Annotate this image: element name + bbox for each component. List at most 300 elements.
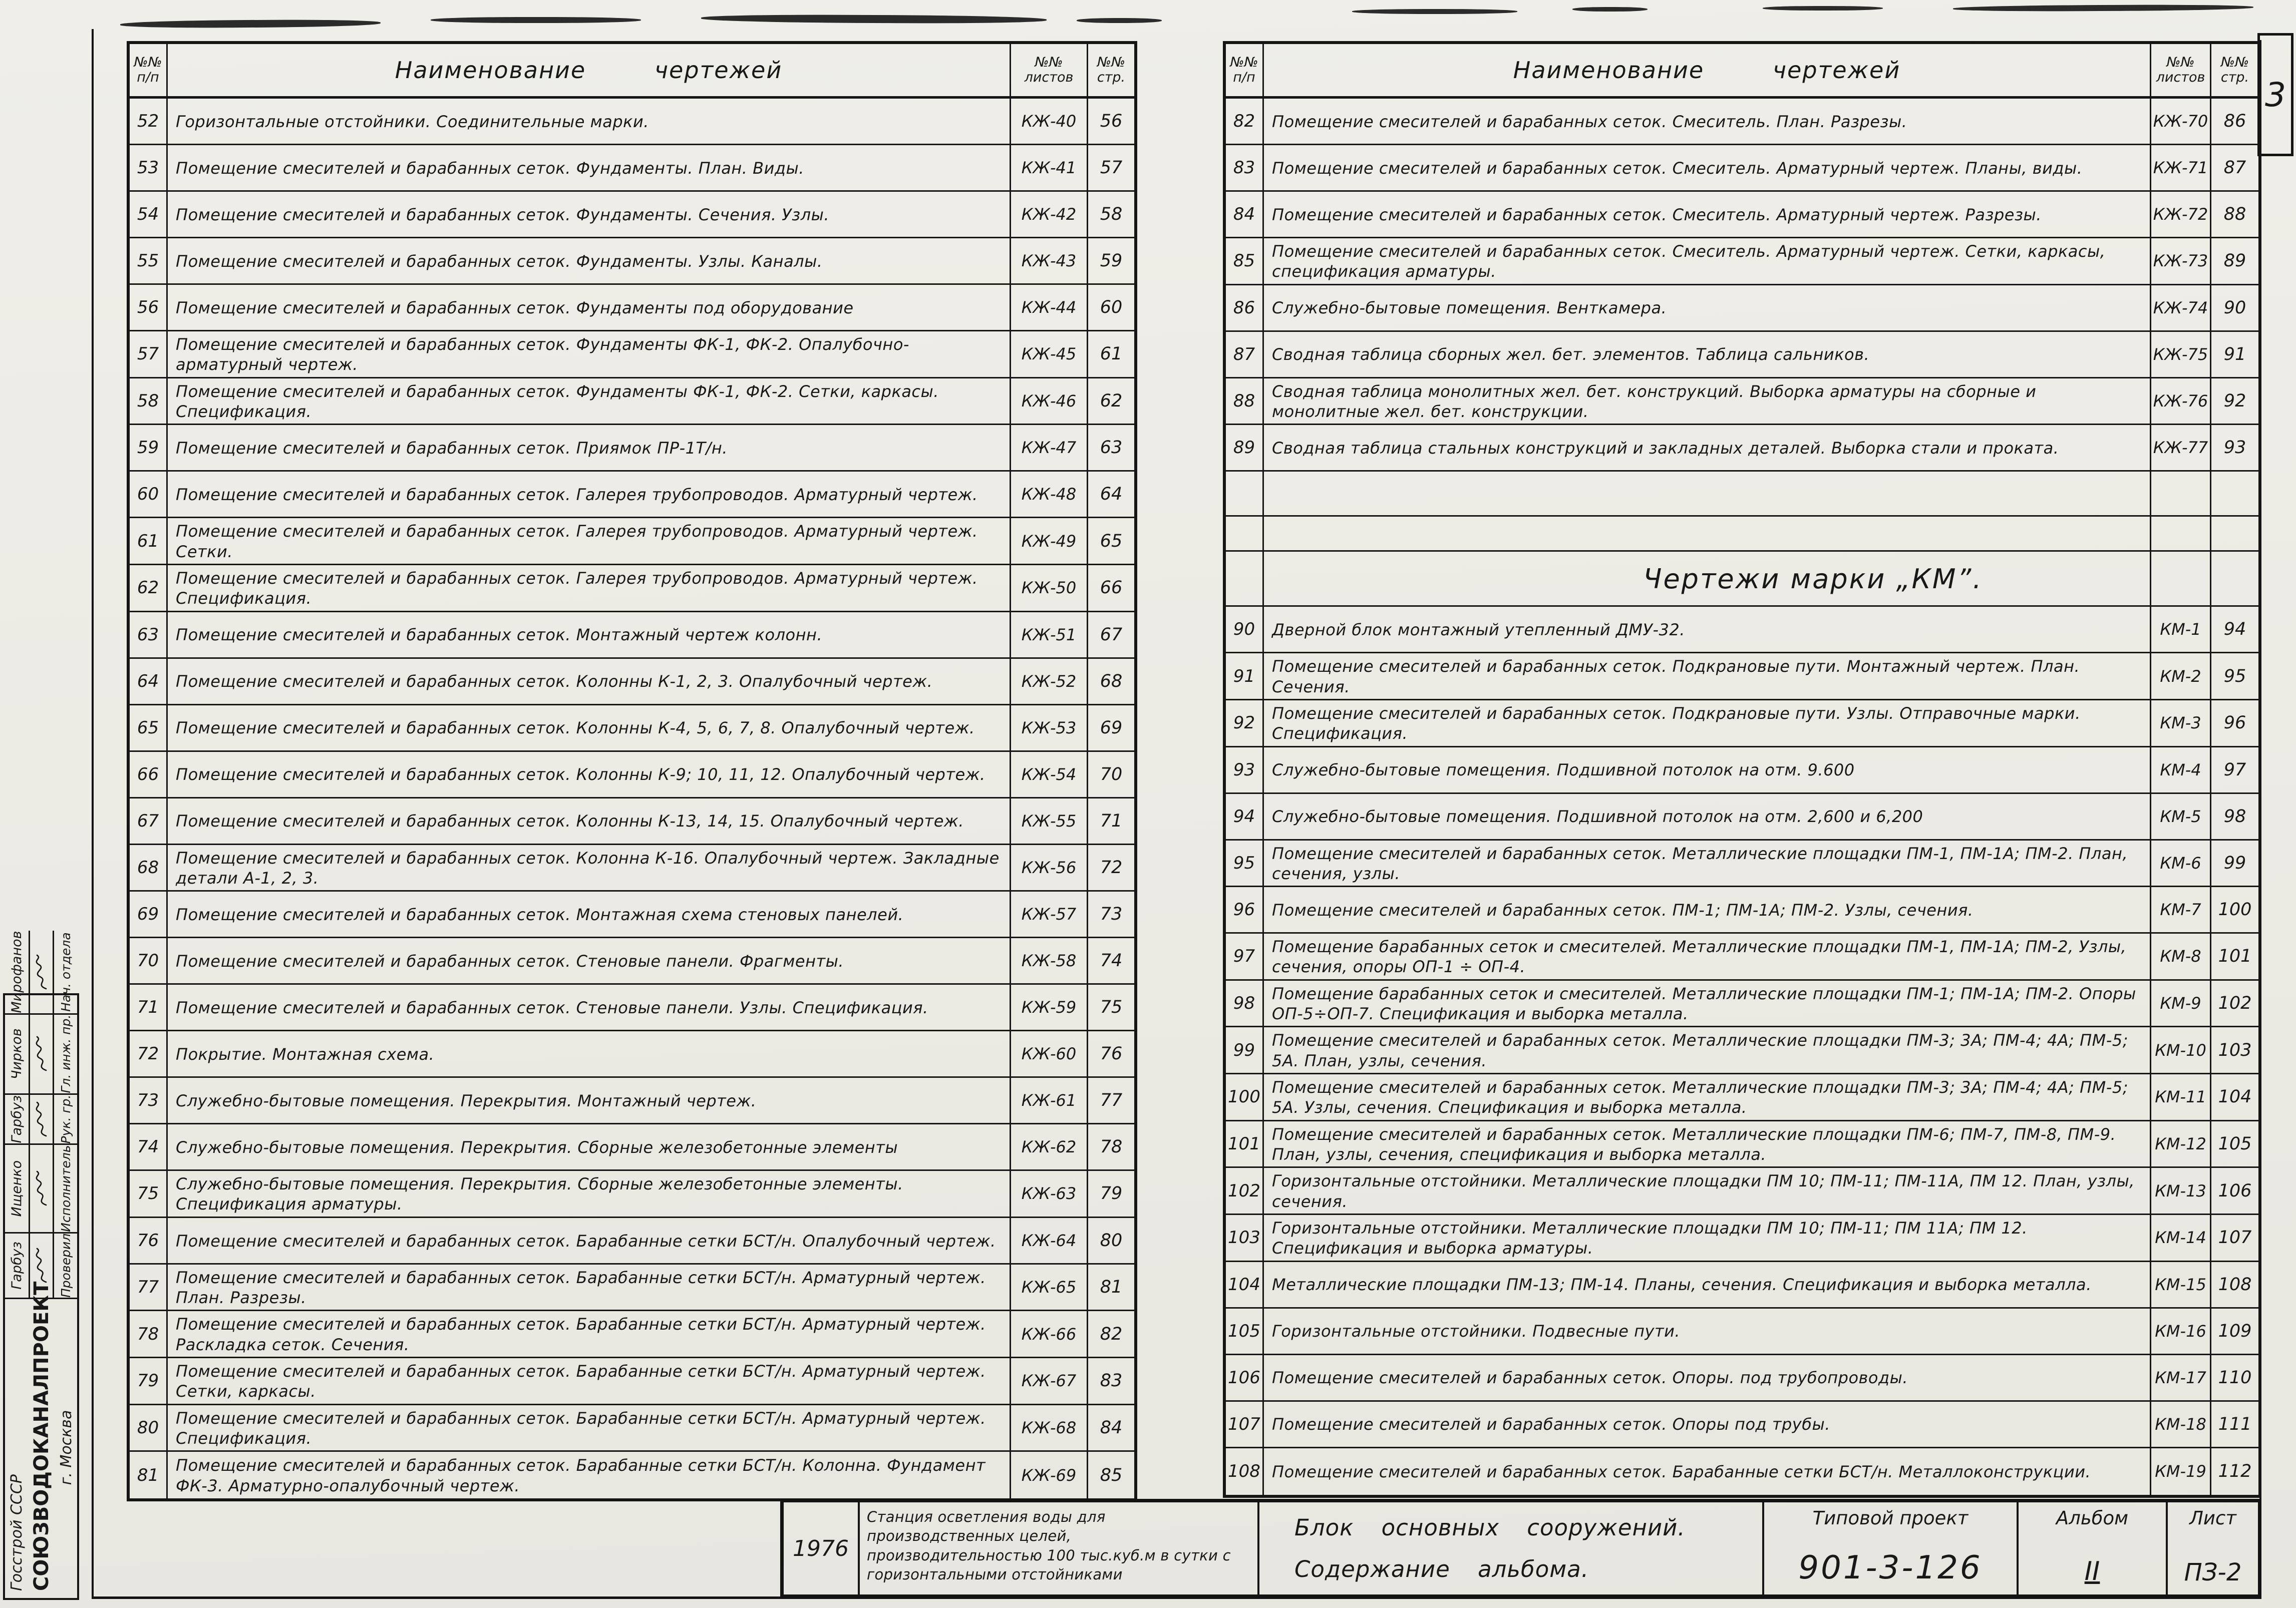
sheet-code: КЖ-49 bbox=[1011, 518, 1088, 564]
project-number-cell bbox=[1764, 1502, 2019, 1594]
row-number: 55 bbox=[130, 238, 168, 283]
table-row bbox=[1226, 1448, 2258, 1495]
table-row bbox=[130, 892, 1134, 938]
row-number: 69 bbox=[130, 892, 168, 937]
row-number: 60 bbox=[130, 472, 168, 517]
drawing-name: Служебно-бытовые помещения. Венткамера. bbox=[1264, 285, 2151, 330]
table-row bbox=[1226, 99, 2258, 145]
table-row bbox=[1226, 1355, 2258, 1402]
drawing-name: Горизонтальные отстойники. Подвесные пути. bbox=[1264, 1309, 2151, 1354]
row-number: 65 bbox=[130, 705, 168, 750]
sheet-code: КЖ-58 bbox=[1011, 938, 1088, 983]
table-row bbox=[130, 99, 1134, 145]
page-number: 67 bbox=[1100, 624, 1123, 645]
signature-scribble bbox=[30, 1095, 54, 1144]
page-number: 84 bbox=[1100, 1417, 1123, 1438]
row-number bbox=[1226, 472, 1264, 515]
page-number: 60 bbox=[1100, 297, 1123, 317]
drawing-name: Помещение смесителей и барабанных сеток. Стеновые панели. Узлы. Спецификация. bbox=[168, 985, 1011, 1030]
drawing-name: Помещение барабанных сеток и смесителей. Металлические площадки ПМ-1, ПМ-1А; ПМ-2, Узлы, сечения, опоры ОП-1 ÷ ОП-4. bbox=[1264, 934, 2151, 979]
row-number: 96 bbox=[1226, 887, 1264, 932]
row-number: 91 bbox=[1226, 653, 1264, 699]
sheet-code: КМ-4 bbox=[2151, 747, 2211, 792]
project-number: 901-3-126 bbox=[1798, 1549, 1983, 1586]
sheet-number-cell bbox=[2168, 1502, 2258, 1594]
scan-artifact bbox=[1077, 18, 1162, 23]
sheet-code: КМ-10 bbox=[2151, 1027, 2211, 1073]
table-body-right bbox=[1226, 99, 2258, 1495]
page-number: 77 bbox=[1100, 1090, 1123, 1111]
page-number: 88 bbox=[2223, 204, 2246, 224]
person-name: Гарбуз bbox=[5, 1234, 30, 1298]
table-row bbox=[130, 845, 1134, 892]
sheet-code: КМ-19 bbox=[2151, 1448, 2211, 1495]
sheet-code: КМ-3 bbox=[2151, 700, 2211, 746]
page-number: 102 bbox=[2218, 993, 2252, 1014]
page-number: 92 bbox=[2223, 390, 2246, 411]
page-number: 75 bbox=[1100, 997, 1123, 1018]
table-row bbox=[130, 378, 1134, 426]
table-row bbox=[1226, 747, 2258, 794]
row-number: 71 bbox=[130, 985, 168, 1030]
approval-entry bbox=[5, 931, 77, 1013]
page-number: 105 bbox=[2218, 1133, 2252, 1154]
drawing-name: Помещение смесителей и барабанных сеток. Подкрановые пути. Узлы. Отправочные марки. Спецификация. bbox=[1264, 700, 2151, 746]
row-number: 94 bbox=[1226, 794, 1264, 839]
sheet-code: КЖ-62 bbox=[1011, 1124, 1088, 1169]
page-number: 94 bbox=[2223, 619, 2246, 640]
drawing-name: Помещение смесителей и барабанных сеток. Опоры под трубы. bbox=[1264, 1402, 2151, 1447]
sheet-code: КЖ-65 bbox=[1011, 1265, 1088, 1310]
sheet-code: КЖ-45 bbox=[1011, 331, 1088, 377]
row-number: 54 bbox=[130, 192, 168, 237]
sheet-code: КЖ-47 bbox=[1011, 425, 1088, 470]
table-row bbox=[1226, 887, 2258, 934]
person-name: Ищенко bbox=[5, 1145, 30, 1232]
drawing-name: Помещение смесителей и барабанных сеток. Галерея трубопроводов. Арматурный чертеж. Спецификация. bbox=[168, 565, 1011, 611]
signature-icon bbox=[33, 1170, 50, 1207]
drawing-name: Помещение смесителей и барабанных сеток. Смеситель. Арматурный чертеж. Сетки, каркасы, спецификация арматуры. bbox=[1264, 238, 2151, 284]
sheet-code: КЖ-75 bbox=[2151, 332, 2211, 377]
sheet-code: КЖ-76 bbox=[2151, 378, 2211, 424]
drawing-name: Горизонтальные отстойники. Соединительные марки. bbox=[168, 99, 1011, 144]
drawing-name: Помещение смесителей и барабанных сеток. Галерея трубопроводов. Арматурный чертеж. bbox=[168, 472, 1011, 517]
drawing-name: Помещение смесителей и барабанных сеток. ПМ-1; ПМ-1А; ПМ-2. Узлы, сечения. bbox=[1264, 887, 2151, 932]
project-description: Станция осветления воды для производственных целей, производительностью 100 тыс.куб.м в сутки с горизонтальными отстойниками bbox=[860, 1502, 1259, 1594]
drawing-name: Помещение смесителей и барабанных сеток. Монтажный чертеж колонн. bbox=[168, 612, 1011, 657]
drawing-name: Помещение смесителей и барабанных сеток. Монтажная схема стеновых панелей. bbox=[168, 892, 1011, 937]
page-number: 58 bbox=[1100, 204, 1123, 224]
drawing-name: Помещение смесителей и барабанных сеток. Смеситель. Арматурный чертеж. Планы, виды. bbox=[1264, 145, 2151, 190]
drawing-name: Помещение смесителей и барабанных сеток. Барабанные сетки БСТ/н. Арматурный чертеж. Спецификация. bbox=[168, 1405, 1011, 1451]
sheet-code: КМ-16 bbox=[2151, 1309, 2211, 1354]
drawing-name: Помещение смесителей и барабанных сеток. Барабанные сетки БСТ/н. Арматурный чертеж. Сетки, каркасы. bbox=[168, 1358, 1011, 1404]
sheet-code: КМ-8 bbox=[2151, 934, 2211, 979]
page-number: 95 bbox=[2223, 666, 2246, 686]
page-number bbox=[2211, 552, 2258, 605]
drawing-name: Горизонтальные отстойники. Металлические площадки ПМ 10; ПМ-11; ПМ 11А; ПМ 12. Спецификация и выборка арматуры. bbox=[1264, 1215, 2151, 1261]
drawing-name: Помещение смесителей и барабанных сеток. Смеситель. План. Разрезы. bbox=[1264, 99, 2151, 144]
page-number: 63 bbox=[1100, 438, 1123, 458]
row-number: 57 bbox=[130, 331, 168, 377]
sheet-code bbox=[2151, 552, 2211, 605]
table-row bbox=[1226, 981, 2258, 1028]
signature-icon bbox=[33, 1247, 50, 1284]
row-number: 81 bbox=[130, 1452, 168, 1498]
row-number: 104 bbox=[1226, 1262, 1264, 1307]
drawing-name: Помещение смесителей и барабанных сеток. Опоры. под трубопроводы. bbox=[1264, 1355, 2151, 1400]
sheet-code: КМ-6 bbox=[2151, 841, 2211, 886]
page-number bbox=[2211, 517, 2258, 550]
sheet-number: ПЗ-2 bbox=[2184, 1558, 2242, 1586]
row-number: 83 bbox=[1226, 145, 1264, 190]
drawing-name: Помещение смесителей и барабанных сеток. Фундаменты ФК-1, ФК-2. Опалубочно-арматурный чертеж. bbox=[168, 331, 1011, 377]
drawing-name: Помещение смесителей и барабанных сеток. Колонны К-1, 2, 3. Опалубочный чертеж. bbox=[168, 659, 1011, 704]
sheet-code: КЖ-64 bbox=[1011, 1218, 1088, 1263]
table-row bbox=[1226, 425, 2258, 472]
sheet-code: КЖ-52 bbox=[1011, 659, 1088, 704]
page-number: 73 bbox=[1100, 904, 1123, 925]
drawing-name: Помещение смесителей и барабанных сеток. Барабанные сетки БСТ/н. Металлоконструкции. bbox=[1264, 1448, 2151, 1495]
sheet-code: КМ-18 bbox=[2151, 1402, 2211, 1447]
table-row bbox=[130, 798, 1134, 845]
row-number bbox=[1226, 552, 1264, 605]
sheet-code: КЖ-59 bbox=[1011, 985, 1088, 1030]
album-label: Альбом bbox=[2056, 1507, 2129, 1529]
table-header-left bbox=[130, 44, 1134, 99]
drawing-name: Помещение смесителей и барабанных сеток. Подкрановые пути. Монтажный чертеж. План. Сечения. bbox=[1264, 653, 2151, 699]
drawing-name: Помещение барабанных сеток и смесителей. Металлические площадки ПМ-1; ПМ-1А; ПМ-2. Опоры ОП-5÷ОП-7. Спецификация и выборка металла. bbox=[1264, 981, 2151, 1026]
sheet-code bbox=[2151, 472, 2211, 515]
sheet-code: КЖ-43 bbox=[1011, 238, 1088, 283]
header-row-number: №№ п/п bbox=[1226, 44, 1264, 96]
row-number: 101 bbox=[1226, 1121, 1264, 1167]
table-row bbox=[1226, 1215, 2258, 1262]
table-row bbox=[130, 1078, 1134, 1124]
page-number: 98 bbox=[2223, 806, 2246, 827]
org-department: Госстрой СССР bbox=[8, 1474, 26, 1591]
table-row bbox=[1226, 238, 2258, 285]
approval-entry bbox=[5, 1093, 77, 1144]
drawing-name: Помещение смесителей и барабанных сеток. Барабанные сетки БСТ/н. Арматурный чертеж. План. Разрезы. bbox=[168, 1265, 1011, 1310]
drawing-name: Помещение смесителей и барабанных сеток. Колонны К-9; 10, 11, 12. Опалубочный чертеж. bbox=[168, 752, 1011, 797]
page-number: 90 bbox=[2223, 297, 2246, 318]
table-row bbox=[1226, 794, 2258, 841]
sheet-code: КЖ-51 bbox=[1011, 612, 1088, 657]
row-number: 72 bbox=[130, 1031, 168, 1076]
person-name: Гарбуз bbox=[5, 1095, 30, 1144]
sheet-code bbox=[2151, 517, 2211, 550]
sheet-code: КМ-13 bbox=[2151, 1168, 2211, 1214]
page-number: 69 bbox=[1100, 717, 1123, 738]
drawing-name: Служебно-бытовые помещения. Перекрытия. Сборные железобетонные элементы. Спецификация арматуры. bbox=[168, 1171, 1011, 1217]
row-number: 70 bbox=[130, 938, 168, 983]
row-number: 58 bbox=[130, 378, 168, 424]
page-number: 81 bbox=[1100, 1277, 1123, 1298]
drawing-name: Помещение смесителей и барабанных сеток. Фундаменты. План. Виды. bbox=[168, 145, 1011, 190]
person-role: Проверил bbox=[58, 1233, 73, 1298]
page-corner-number bbox=[2257, 33, 2293, 156]
table-row bbox=[130, 705, 1134, 752]
sheet-code: КЖ-66 bbox=[1011, 1311, 1088, 1357]
title-block bbox=[780, 1499, 2261, 1598]
row-number: 102 bbox=[1226, 1168, 1264, 1214]
row-number: 77 bbox=[130, 1265, 168, 1310]
drawing-name bbox=[1264, 517, 2151, 550]
person-role: Исполнитель bbox=[58, 1145, 73, 1232]
row-number: 84 bbox=[1226, 192, 1264, 237]
table-row bbox=[130, 659, 1134, 705]
page-number: 104 bbox=[2218, 1087, 2252, 1107]
table-row bbox=[1226, 192, 2258, 238]
table-row bbox=[1226, 1402, 2258, 1448]
sheet-code: КЖ-55 bbox=[1011, 798, 1088, 844]
drawing-name: Помещение смесителей и барабанных сеток. Барабанные сетки БСТ/н. Опалубочный чертеж. bbox=[168, 1218, 1011, 1263]
person-name: Чирков bbox=[5, 1015, 30, 1093]
row-number: 87 bbox=[1226, 332, 1264, 377]
table-row bbox=[130, 1124, 1134, 1171]
row-number: 93 bbox=[1226, 747, 1264, 792]
row-number: 82 bbox=[1226, 99, 1264, 144]
sheet-code: КЖ-63 bbox=[1011, 1171, 1088, 1217]
frame-left-line bbox=[92, 29, 94, 1599]
page-number: 101 bbox=[2218, 946, 2252, 967]
page-number: 100 bbox=[2218, 900, 2252, 920]
album-number-cell bbox=[2019, 1502, 2168, 1594]
row-number: 56 bbox=[130, 285, 168, 330]
signature-scribble bbox=[30, 1145, 54, 1232]
page-number: 82 bbox=[1100, 1324, 1123, 1344]
table-row bbox=[130, 145, 1134, 192]
drawing-name: Металлические площадки ПМ-13; ПМ-14. Планы, сечения. Спецификация и выборка металла. bbox=[1264, 1262, 2151, 1307]
page-number: 93 bbox=[2223, 438, 2246, 458]
drawing-name: Помещение смесителей и барабанных сеток. Приямок ПР-1Т/н. bbox=[168, 425, 1011, 470]
scan-artifact bbox=[1953, 4, 2253, 12]
signature-icon bbox=[33, 954, 50, 991]
row-number: 62 bbox=[130, 565, 168, 611]
scan-artifact bbox=[431, 17, 641, 23]
page-number: 74 bbox=[1100, 951, 1123, 971]
table-row bbox=[1226, 552, 2258, 607]
scan-artifact bbox=[1572, 7, 1648, 12]
sheet-code: КЖ-70 bbox=[2151, 99, 2211, 144]
sheet-code: КЖ-69 bbox=[1011, 1452, 1088, 1498]
row-number: 52 bbox=[130, 99, 168, 144]
sheet-code: КЖ-57 bbox=[1011, 892, 1088, 937]
sheet-code: КЖ-61 bbox=[1011, 1078, 1088, 1123]
row-number: 79 bbox=[130, 1358, 168, 1404]
sheet-code: КМ-9 bbox=[2151, 981, 2211, 1026]
page-number: 103 bbox=[2218, 1040, 2252, 1060]
signature-scribble bbox=[30, 1015, 54, 1093]
drawing-name: Дверной блок монтажный утепленный ДМУ-32. bbox=[1264, 607, 2151, 652]
page-number: 99 bbox=[2223, 853, 2246, 873]
drawing-name: Служебно-бытовые помещения. Подшивной потолок на отм. 9.600 bbox=[1264, 747, 2151, 792]
sheet-code: КЖ-41 bbox=[1011, 145, 1088, 190]
sheet-label: Лист bbox=[2189, 1507, 2236, 1529]
page-number: 109 bbox=[2218, 1321, 2252, 1341]
row-number: 67 bbox=[130, 798, 168, 844]
row-number: 107 bbox=[1226, 1402, 1264, 1447]
row-number: 97 bbox=[1226, 934, 1264, 979]
sheet-code: КЖ-46 bbox=[1011, 378, 1088, 424]
page-number: 111 bbox=[2218, 1414, 2252, 1434]
table-row bbox=[130, 1358, 1134, 1405]
table-row bbox=[130, 1031, 1134, 1078]
sheet-code: КМ-2 bbox=[2151, 653, 2211, 699]
sheet-code: КЖ-56 bbox=[1011, 845, 1088, 891]
row-number: 89 bbox=[1226, 425, 1264, 470]
table-row bbox=[130, 1171, 1134, 1218]
project-label: Типовой проект bbox=[1812, 1507, 1969, 1529]
page-number: 59 bbox=[1100, 251, 1123, 271]
page-number: 107 bbox=[2218, 1228, 2252, 1248]
row-number: 92 bbox=[1226, 700, 1264, 746]
sheet-code: КЖ-68 bbox=[1011, 1405, 1088, 1451]
table-row bbox=[1226, 607, 2258, 653]
margin-approval-stamp bbox=[3, 931, 79, 1600]
page-number: 89 bbox=[2223, 251, 2246, 271]
drawing-name: Помещение смесителей и барабанных сеток. Фундаменты ФК-1, ФК-2. Сетки, каркасы. Спецификация. bbox=[168, 378, 1011, 424]
sheet-code: КЖ-44 bbox=[1011, 285, 1088, 330]
row-number bbox=[1226, 517, 1264, 550]
table-row bbox=[1226, 1262, 2258, 1309]
table-row bbox=[1226, 332, 2258, 378]
page-number: 97 bbox=[2223, 759, 2246, 780]
row-number: 106 bbox=[1226, 1355, 1264, 1400]
table-row bbox=[1226, 285, 2258, 332]
sheet-code: КЖ-60 bbox=[1011, 1031, 1088, 1076]
header-page-number: №№ стр. bbox=[1097, 55, 1126, 85]
scan-artifact bbox=[1352, 9, 1517, 14]
person-name: Мирофанов bbox=[5, 931, 30, 1013]
page-number: 108 bbox=[2218, 1274, 2252, 1295]
drawing-name: Горизонтальные отстойники. Металлические площадки ПМ 10; ПМ-11; ПМ-11А, ПМ 12. План, узлы, сечения. bbox=[1264, 1168, 2151, 1214]
drawing-name: Помещение смесителей и барабанных сеток. Смеситель. Арматурный чертеж. Разрезы. bbox=[1264, 192, 2151, 237]
drawings-index-table-right bbox=[1223, 41, 2261, 1498]
table-row bbox=[130, 612, 1134, 659]
table-row bbox=[1226, 1027, 2258, 1074]
sheet-code: КМ-5 bbox=[2151, 794, 2211, 839]
table-row bbox=[130, 1218, 1134, 1265]
sheet-code: КМ-11 bbox=[2151, 1074, 2211, 1120]
approval-entry bbox=[5, 1232, 77, 1298]
album-content-title bbox=[1259, 1502, 1764, 1594]
row-number: 74 bbox=[130, 1124, 168, 1169]
table-row bbox=[130, 285, 1134, 331]
sheet-code: КЖ-71 bbox=[2151, 145, 2211, 190]
row-number: 95 bbox=[1226, 841, 1264, 886]
page-number: 85 bbox=[1100, 1465, 1123, 1485]
table-row bbox=[130, 752, 1134, 798]
row-number: 105 bbox=[1226, 1309, 1264, 1354]
row-number: 86 bbox=[1226, 285, 1264, 330]
drawing-name: Помещение смесителей и барабанных сеток. Галерея трубопроводов. Арматурный чертеж. Сетки. bbox=[168, 518, 1011, 564]
page-number: 66 bbox=[1100, 578, 1123, 598]
sheet-code: КЖ-54 bbox=[1011, 752, 1088, 797]
sheet-code: КМ-7 bbox=[2151, 887, 2211, 932]
drawing-name: Помещение смесителей и барабанных сеток. Металлические площадки ПМ-3; 3А; ПМ-4; 4А; ПМ-5; 5А. План, узлы, сечения. bbox=[1264, 1027, 2151, 1073]
page-number: 80 bbox=[1100, 1230, 1123, 1251]
table-row bbox=[1226, 517, 2258, 552]
header-row-number: №№ п/п bbox=[130, 44, 168, 96]
content-line-2: Содержание альбома. bbox=[1294, 1556, 1589, 1582]
drawing-name: Помещение смесителей и барабанных сеток. Металлические площадки ПМ-6; ПМ-7, ПМ-8, ПМ-9. План, узлы, сечения, спецификация и выборка металла. bbox=[1264, 1121, 2151, 1167]
drawing-name: Покрытие. Монтажная схема. bbox=[168, 1031, 1011, 1076]
table-row bbox=[1226, 934, 2258, 981]
page-number: 110 bbox=[2218, 1367, 2252, 1388]
sheet-code: КЖ-74 bbox=[2151, 285, 2211, 330]
row-number: 103 bbox=[1226, 1215, 1264, 1261]
row-number: 108 bbox=[1226, 1448, 1264, 1495]
signature-scribble bbox=[30, 1234, 54, 1298]
table-row bbox=[130, 938, 1134, 985]
drawing-name: Помещение смесителей и барабанных сеток. Фундаменты под оборудование bbox=[168, 285, 1011, 330]
row-number: 98 bbox=[1226, 981, 1264, 1026]
table-row bbox=[1226, 841, 2258, 888]
scan-artifact bbox=[120, 19, 381, 29]
drawing-name: Помещение смесителей и барабанных сеток. Фундаменты. Сечения. Узлы. bbox=[168, 192, 1011, 237]
drawing-name: Помещение смесителей и барабанных сеток. Барабанные сетки БСТ/н. Колонна. Фундамент ФК-3. Арматурно-опалубочный чертеж. bbox=[168, 1452, 1011, 1498]
sheet-code: КМ-12 bbox=[2151, 1121, 2211, 1167]
person-role: Гл. инж. пр. bbox=[58, 1014, 73, 1093]
drawing-name bbox=[1264, 472, 2151, 515]
drawing-name: Помещение смесителей и барабанных сеток. Металлические площадки ПМ-3; 3А; ПМ-4; 4А; ПМ-5; 5А. Узлы, сечения. Спецификация и выборка металла. bbox=[1264, 1074, 2151, 1120]
drawing-name: Помещение смесителей и барабанных сеток. Фундаменты. Узлы. Каналы. bbox=[168, 238, 1011, 283]
row-number: 61 bbox=[130, 518, 168, 564]
page-number: 70 bbox=[1100, 764, 1123, 784]
table-row bbox=[130, 1405, 1134, 1452]
sheet-code: КЖ-48 bbox=[1011, 472, 1088, 517]
page-number: 64 bbox=[1100, 484, 1123, 505]
page-number: 86 bbox=[2223, 111, 2246, 131]
content-line-1: Блок основных сооружений. bbox=[1294, 1514, 1686, 1541]
table-row bbox=[1226, 653, 2258, 700]
person-role: Нач. отдела bbox=[58, 932, 73, 1012]
table-row bbox=[1226, 1121, 2258, 1168]
sheet-code: КЖ-42 bbox=[1011, 192, 1088, 237]
drawing-name: Помещение смесителей и барабанных сеток. Колонны К-4, 5, 6, 7, 8. Опалубочный чертеж. bbox=[168, 705, 1011, 750]
row-number: 59 bbox=[130, 425, 168, 470]
person-role: Рук. гр. bbox=[58, 1094, 73, 1144]
sheet-code: КЖ-67 bbox=[1011, 1358, 1088, 1404]
table-row bbox=[130, 238, 1134, 285]
page-number bbox=[2211, 472, 2258, 515]
approval-signatures bbox=[5, 931, 77, 1298]
drawings-index-table-left bbox=[127, 41, 1137, 1501]
drawing-name: Сводная таблица монолитных жел. бет. конструкций. Выборка арматуры на сборные и монолитные жел. бет. конструкции. bbox=[1264, 378, 2151, 424]
signature-icon bbox=[33, 1035, 50, 1072]
drawing-name: Служебно-бытовые помещения. Перекрытия. Сборные железобетонные элементы bbox=[168, 1124, 1011, 1169]
page-number: 106 bbox=[2218, 1180, 2252, 1201]
row-number: 88 bbox=[1226, 378, 1264, 424]
drawing-name: Помещение смесителей и барабанных сеток. Колонны К-13, 14, 15. Опалубочный чертеж. bbox=[168, 798, 1011, 844]
table-row bbox=[1226, 1168, 2258, 1215]
drawing-name: Служебно-бытовые помещения. Перекрытия. Монтажный чертеж. bbox=[168, 1078, 1011, 1123]
table-row bbox=[1226, 145, 2258, 192]
title-block-year: 1976 bbox=[784, 1502, 860, 1594]
table-row bbox=[130, 565, 1134, 612]
drawing-name: Помещение смесителей и барабанных сеток. Стеновые панели. Фрагменты. bbox=[168, 938, 1011, 983]
row-number: 75 bbox=[130, 1171, 168, 1217]
page-number: 112 bbox=[2218, 1461, 2252, 1481]
header-sheet-number: №№ листов bbox=[2151, 44, 2211, 96]
org-city: г. Москва bbox=[58, 1410, 75, 1485]
table-row bbox=[130, 425, 1134, 472]
row-number: 99 bbox=[1226, 1027, 1264, 1073]
row-number: 90 bbox=[1226, 607, 1264, 652]
page-number: 65 bbox=[1100, 531, 1123, 551]
